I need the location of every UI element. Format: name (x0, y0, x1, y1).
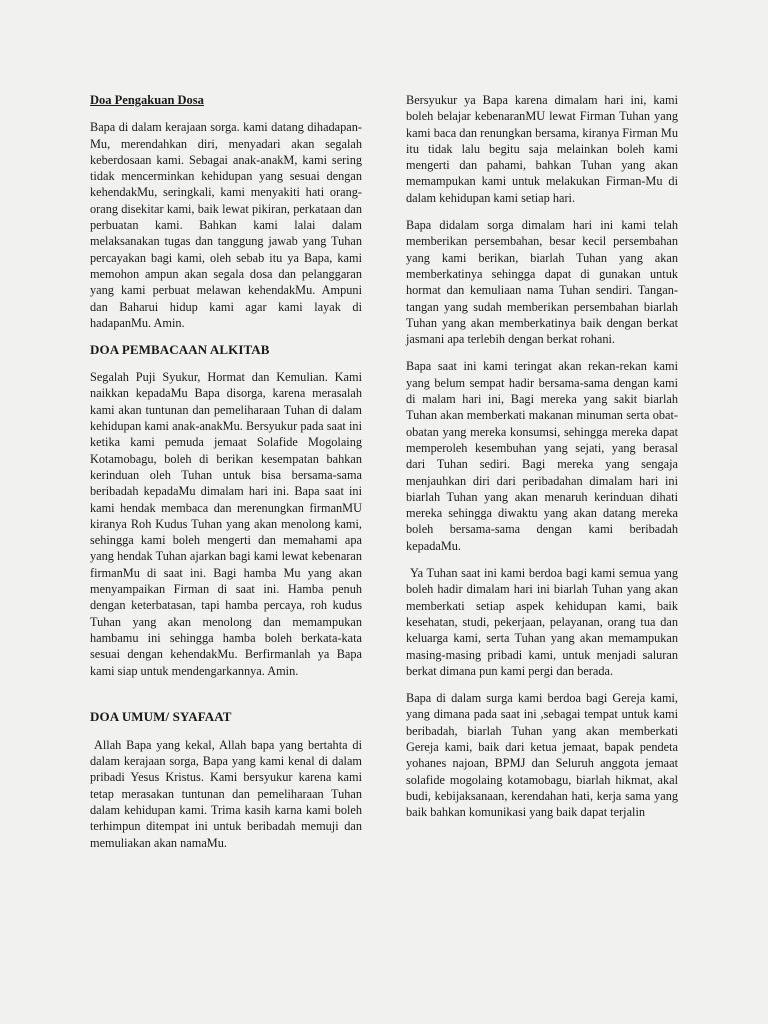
left-column (90, 92, 362, 862)
heading-doa-umum-syafaat: DOA UMUM/ SYAFAAT (90, 708, 232, 724)
right-column (406, 92, 678, 831)
paragraph-pembacaan-alkitab: Segalah Puji Syukur, Hormat dan Kemulian. Kami naikkan kepadaMu Bapa disorga, karena merasalah kami akan tuntunan dan pemeliharaan Tuhan di dalam kehidupan kami anak-anakMu. Bersyukur pada saat ini ketika kami pemuda jemaat Solafide Mogolaing Kotamobagu, boleh di berikan kesempatan bahkan kerinduan oleh Tuhan untuk bisa bersama-sama beribadah kepadaMu dimalam hari ini. Bapa saat ini kami hendak membaca dan merenungkan firmanMU kiranya Roh Kudus Tuhan yang akan menolong kami, sehingga kami boleh mengerti dan memahami apa yang hendak Tuhan ajarkan bagi kami lewat kebenaran firmanMu di saat ini. Bagi hamba Mu yang akan menyampaikan Firman di saat ini. Hamba penuh dengan keterbatasan, tapi hamba percaya, roh kudus Tuhan yang akan menolong dan memampukan hambamu ini sehingga hamba boleh berkata-kata sesuai dengan kehendakMu. Berfirmanlah ya Bapa kami siap untuk mendengarkannya. Amin. (90, 370, 362, 678)
paragraph-persembahan: Bapa didalam sorga dimalam hari ini kami telah memberikan persembahan, besar kecil persembahan yang kami berikan, biarlah Tuhan yang akan memberkatinya sehingga dapat di gunakan untuk hormat dan kemuliaan nama Tuhan sendiri. Tangan-tangan yang sudah memberikan persembahan biarlah Tuhan yang akan memberkatinya baik dengan berkat jasmani apa terlebih dengan berkat rohani. (406, 218, 678, 347)
heading-doa-pengakuan-dosa: Doa Pengakuan Dosa (90, 93, 204, 107)
paragraph-doa-umum: Allah Bapa yang kekal, Allah bapa yang bertahta di dalam kerajaan sorga, Bapa yang kami kenal di dalam pribadi Yesus Kristus. Kami bersyukur karena kami tetap merasakan tuntunan dan pemeliharaan Tuhan dalam kehidupan kami. Trima kasih karna kami boleh terhimpun ditempat ini untuk beribadah memuji dan memuliakan akan namaMu. (90, 737, 362, 850)
heading-doa-pembacaan-alkitab: DOA PEMBACAAN ALKITAB (90, 342, 270, 358)
paragraph-gereja: Bapa di dalam surga kami berdoa bagi Gereja kami, yang dimana pada saat ini ,sebagai tempat untuk kami beribadah, biarlah Tuhan yang akan memberkati Gereja kami, baik dari ketua jemaat, bapak pendeta yohanes najoan, BPMJ dan Seluruh anggota jemaat solafide mogolaing kotamobagu, biarlah hikmat, akal budi, kebijaksanaan, kerendahan hati, kerja sama yang baik bahkan komunikasi yang baik dapat terjalin (406, 691, 678, 820)
paragraph-berdoa-bagi-kami: Ya Tuhan saat ini kami berdoa bagi kami semua yang boleh hadir dimalam hari ini biarlah Tuhan yang akan memberkati setiap aspek kehidupan kami, baik kesehatan, studi, pekerjaan, pelayanan, orang tua dan keluarga kami, serta Tuhan yang akan memampukan masing-masing pribadi kami, untuk menjadi saluran berkat dimana pun kami pergi dan berada. (406, 566, 678, 678)
paragraph-pengakuan-dosa: Bapa di dalam kerajaan sorga. kami datang dihadapan-Mu, merendahkan diri, menyadari akan segalah keberdosaan kami. Sebagai anak-anakM, kami sering tidak mencerminkan kehidupan yang sesuai dengan kehendakMu, seringkali, kami menyakiti hati orang-orang disekitar kami, baik lewat pikiran, perkataan dan perbuatan kami. Bahkan kami lalai dalam melaksanakan tugas dan tanggung jawab yang Tuhan percayakan bagi kami, oleh sebab itu ya Bapa, kami memohon ampun akan segala dosa dan pelanggaran yang kami perbuat melawan kehendakMu. Ampuni dan Baharui hidup kami agar kami layak di hadapanMu. Amin. (90, 120, 362, 330)
paragraph-rekan-rekan: Bapa saat ini kami teringat akan rekan-rekan kami yang belum sempat hadir bersama-sama dengan kami di malam hari ini, Bagi mereka yang sakit biarlah Tuhan akan memberkati makanan minuman serta obat-obatan yang mereka konsumsi, sehingga mereka dapat memperoleh kesembuhan yang sejati, yang berasal dari Tuhan sediri. Bagi mereka yang sengaja menjauhkan diri dari peribadahan dimalam hari ini biarlah Tuhan yang akan menaruh kerinduan dihati mereka sehingga diwaktu yang akan datang mereka boleh bersama-sama dengan kami beribadah kepadaMu. (406, 359, 678, 553)
paragraph-bersyukur: Bersyukur ya Bapa karena dimalam hari ini, kami boleh belajar kebenaranMU lewat Firman Tuhan yang kami baca dan renungkan bersama, kiranya Firman Mu itu tidak lalu begitu saja melainkan boleh kami mengerti dan pahami, bahkan Tuhan yang akan memampukan kami untuk melakukan Firman-Mu di dalam kehidupan kami setiap hari. (406, 93, 678, 205)
